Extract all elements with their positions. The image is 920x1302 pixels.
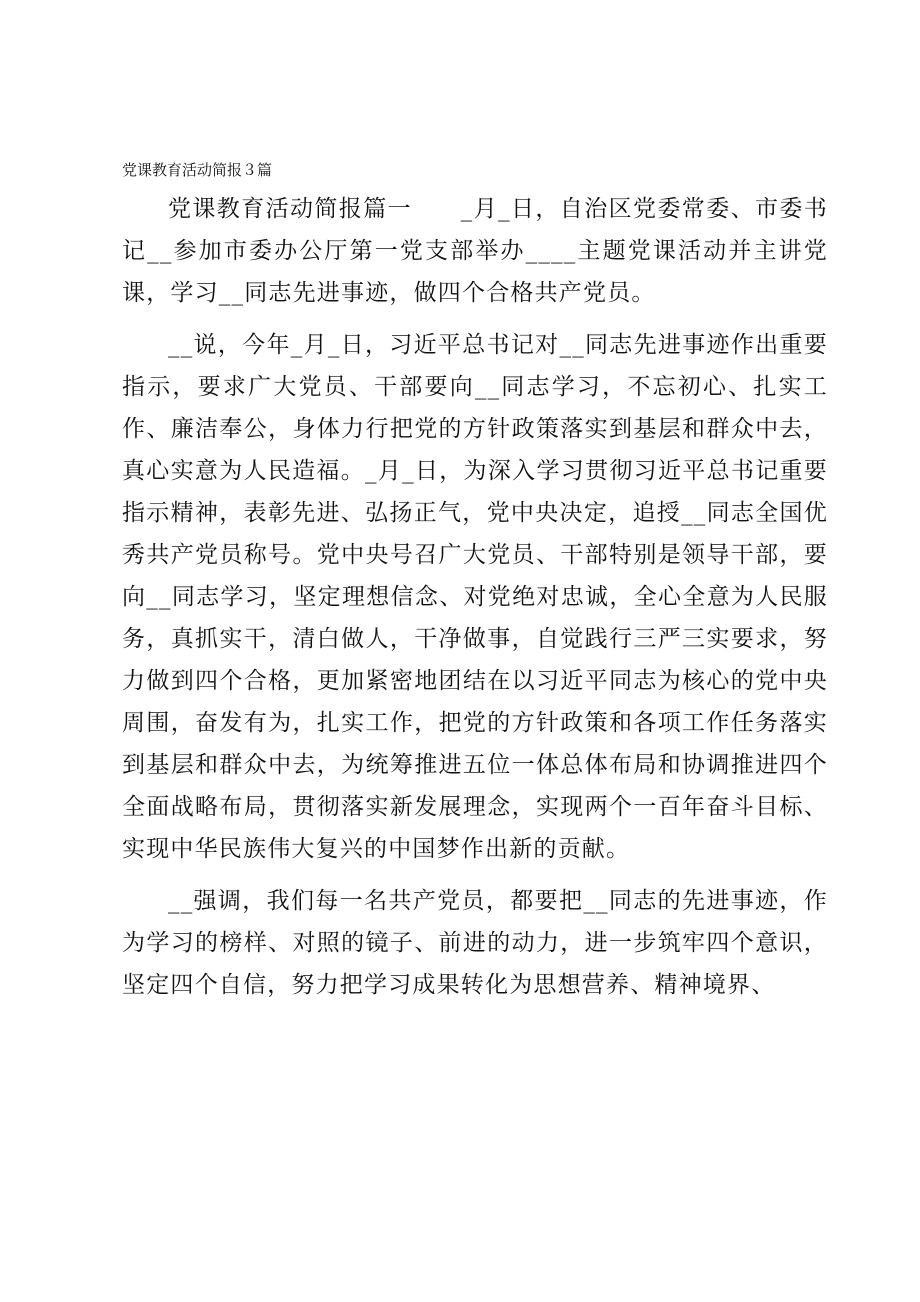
paragraph-1: 党课教育活动简报篇一 _月_日，自治区党委常委、市委书记__参加市委办公厅第一党支部举办____主题党课活动并主讲党课，学习__同志先进事迹，做四个合格共产党员。 (122, 196, 828, 306)
document-body (122, 188, 828, 1016)
paragraph-2: __说，今年_月_日，习近平总书记对__同志先进事迹作出重要指示，要求广大党员、干部要向__同志学习，不忘初心、扎实工作、廉洁奉公，身体力行把党的方针政策落实到基层和群众中去，真心实意为人民造福。_月_日，为深入学习贯彻习近平总书记重要指示精神，表彰先进、弘扬正气，党中央决定，追授__同志全国优秀共产党员称号。党中央号召广大党员、干部特别是领导干部，要向__同志学习，坚定理想信念、对党绝对忠诚，全心全意为人民服务，真抓实干，清白做人，干净做事，自觉践行三严三实要求，努力做到四个合格，更加紧密地团结在以习近平同志为核心的党中央周围，奋发有为，扎实工作，把党的方针政策和各项工作任务落实到基层和群众中去，为统筹推进五位一体总体布局和协调推进四个全面战略布局，贯彻落实新发展理念，实现两个一百年奋斗目标、实现中华民族伟大复兴的中国梦作出新的贡献。 (122, 332, 828, 862)
paragraph-3: __强调，我们每一名共产党员，都要把__同志的先进事迹，作为学习的榜样、对照的镜子、前进的动力，进一步筑牢四个意识，坚定四个自信，努力把学习成果转化为思想营养、精神境界、 (122, 888, 828, 998)
document-title: 党课教育活动简报３篇 (122, 161, 273, 179)
